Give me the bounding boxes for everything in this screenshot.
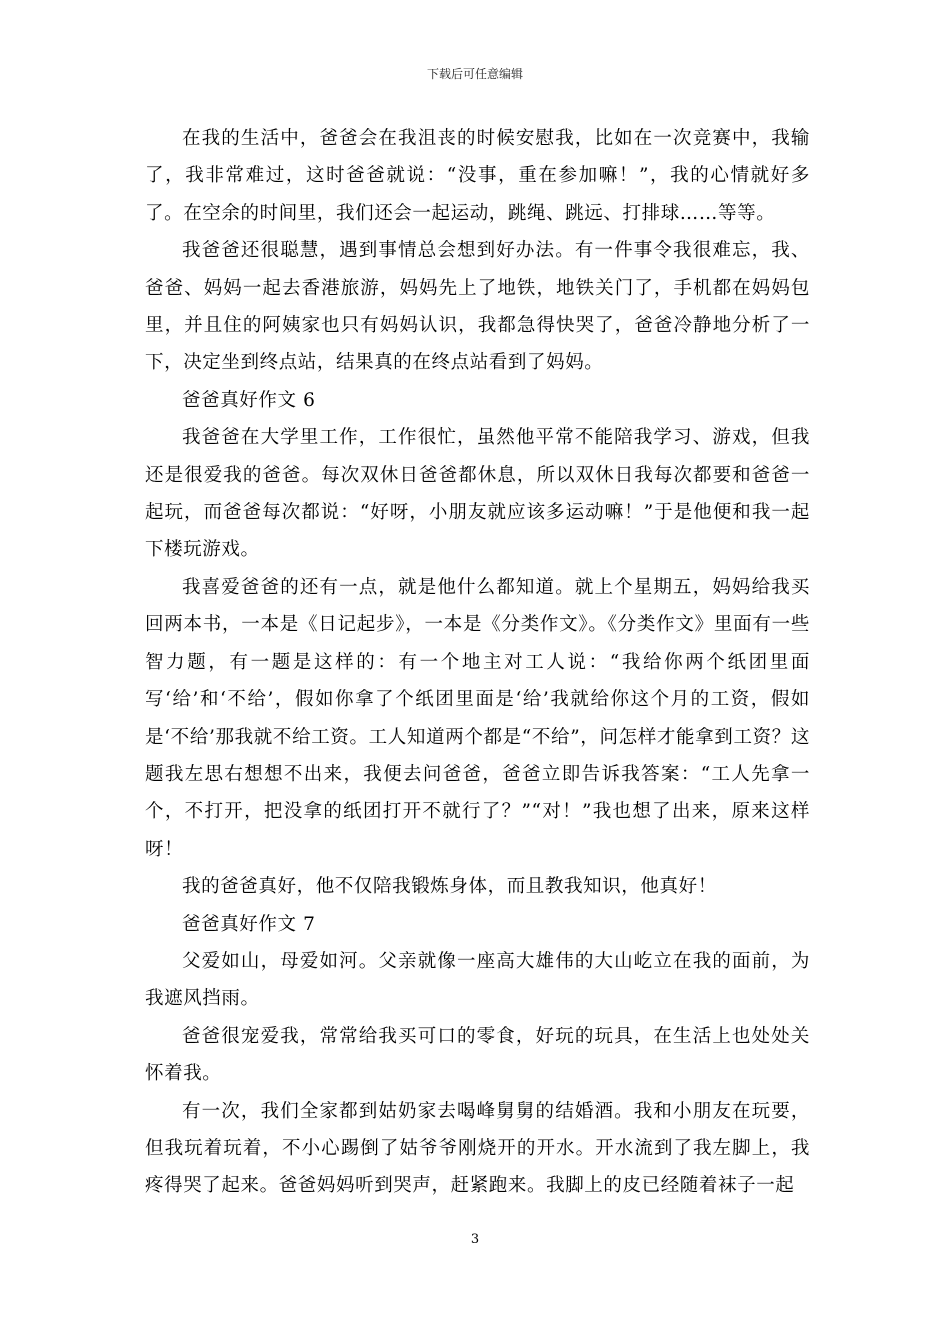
page-header-note: 下载后可任意编辑 (426, 67, 523, 81)
document-body (145, 120, 810, 1205)
paragraph: 我爸爸在大学里工作，工作很忙，虽然他平常不能陪我学习、游戏，但我还是很爱我的爸爸。每次双休日爸爸都休息，所以双休日我每次都要和爸爸一起玩，而爸爸每次都说：“好呀，小朋友就应该多运动嘛！”于是他便和我一起下楼玩游戏。 (145, 427, 810, 561)
paragraph: 有一次，我们全家都到姑奶家去喝峰舅舅的结婚酒。我和小朋友在玩要，但我玩着玩着，不小心踢倒了姑爷爷刚烧开的开水。开水流到了我左脚上，我疼得哭了起来。爸爸妈妈听到哭声，赶紧跑来。我脚上的皮已经随着袜子一起 (145, 1100, 810, 1197)
paragraph: 父爱如山，母爱如河。父亲就像一座高大雄伟的大山屹立在我的面前，为我遮风挡雨。 (145, 950, 810, 1010)
section-heading: 爸爸真好作文 6 (182, 389, 316, 411)
paragraph: 我喜爱爸爸的还有一点，就是他什么都知道。就上个星期五，妈妈给我买回两本书，一本是《日记起步》，一本是《分类作文》。《分类作文》里面有一些智力题，有一题是这样的：有一个地主对工人说：“我给你两个纸团里面写‘给’和‘不给’，假如你拿了个纸团里面是‘给’我就给你这个月的工资，假如是‘不给’那我就不给工资。工人知道两个都是“不给”，问怎样才能拿到工资？这题我左思右想想不出来，我便去问爸爸，爸爸立即告诉我答案：“工人先拿一个，不打开，把没拿的纸团打开不就行了？”“对！”我也想了出来，原来这样呀！ (145, 576, 810, 860)
paragraph: 爸爸很宠爱我，常常给我买可口的零食，好玩的玩具，在生活上也处处关怀着我。 (145, 1025, 810, 1085)
page-number: 3 (470, 1232, 480, 1247)
paragraph: 我爸爸还很聪慧，遇到事情总会想到好办法。有一件事令我很难忘，我、爸爸、妈妈一起去香港旅游，妈妈先上了地铁，地铁关门了，手机都在妈妈包里，并且住的阿姨家也只有妈妈认识，我都急得快哭了，爸爸冷静地分析了一下，决定坐到终点站，结果真的在终点站看到了妈妈。 (145, 240, 810, 374)
paragraph: 我的爸爸真好，他不仅陪我锻炼身体，而且教我知识，他真好！ (182, 876, 717, 898)
section-heading: 爸爸真好作文 7 (182, 913, 316, 935)
paragraph: 在我的生活中，爸爸会在我沮丧的时候安慰我，比如在一次竞赛中，我输了，我非常难过，这时爸爸就说：“没事，重在参加嘛！”，我的心情就好多了。在空余的时间里，我们还会一起运动，跳绳、跳远、打排球……等等。 (145, 128, 810, 224)
